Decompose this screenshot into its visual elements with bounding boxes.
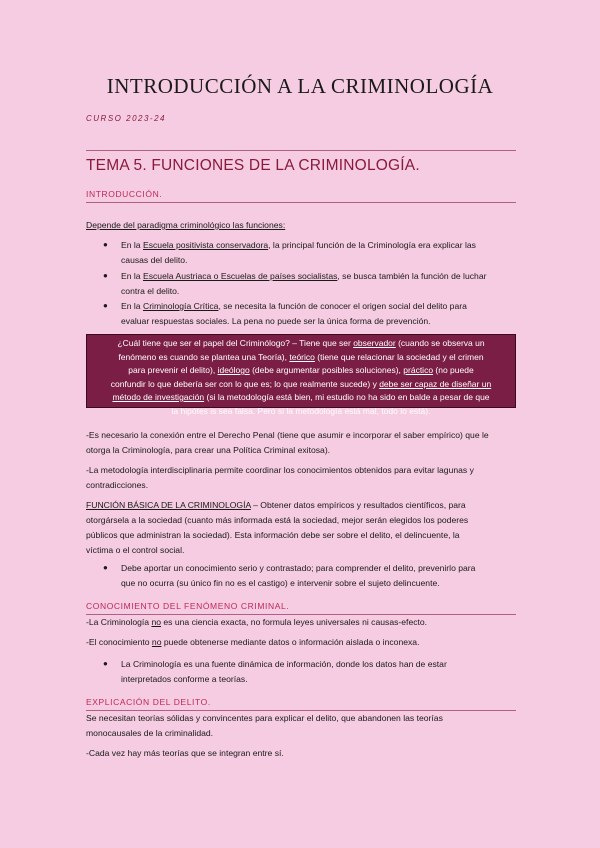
paragraph-line: otorga la Criminología, para crear una Política Criminal exitosa). <box>86 445 331 455</box>
bullet-text: contra el delito. <box>121 286 180 296</box>
intro-lead: Depende del paradigma criminológico las funciones: <box>86 220 286 230</box>
course-year: CURSO 2023-24 <box>86 114 166 123</box>
bullet-text: La Criminología es una fuente dinámica de información, donde los datos han de estar <box>121 659 447 669</box>
paragraph-line: monocausales de la criminalidad. <box>86 728 214 738</box>
box-line: la hipótes is sea falsa. Pero si la metodología está mal, todo lo está). <box>171 405 431 416</box>
box-line: ¿Cuál tiene que ser el papel del Criminólogo? – Tiene que ser observador (cuando se observa un <box>117 338 485 348</box>
paragraph-line: -Cada vez hay más teorías que se integran entre sí. <box>86 748 284 758</box>
box-line: confundir lo que debería ser con lo que es; lo que realmente sucede) y debe ser capaz de diseñar un <box>110 378 492 389</box>
box-line: para prevenir el delito), ideólogo (debe argumentar posibles soluciones), práctico (no puede <box>128 365 474 375</box>
paragraph-line: otorgársela a la sociedad (cuanto más informada está la sociedad, mejor serán elegidos los poderes <box>86 515 469 525</box>
paragraph-line: -La metodología interdisciplinaria permite coordinar los conocimientos obtenidos para evitar lagunas y <box>86 465 474 475</box>
paragraph-line: FUNCIÓN BÁSICA DE LA CRIMINOLOGÍA – Obtener datos empíricos y resultados científicos, para <box>86 500 466 510</box>
divider <box>86 202 516 203</box>
box-line: método de investigación (si la metodología está bien, mi estudio no ha sido en balde a pesar de que <box>112 392 490 402</box>
bullet-icon: ● <box>103 271 108 280</box>
bullet-icon: ● <box>103 563 108 572</box>
paragraph-line: Se necesitan teorías sólidas y convincentes para explicar el delito, que abandonen las teorías <box>86 713 443 723</box>
box-line: fenómeno es cuando se plantea una Teoría), teórico (tiene que relacionar la sociedad y el crimen <box>118 351 484 362</box>
paragraph-line: públicos que administran la sociedad). Esta información debe ser sobre el delito, el delincuente, la <box>86 530 460 540</box>
bullet-text: interpretados conforme a teorías. <box>121 674 248 684</box>
topic-heading: TEMA 5. FUNCIONES DE LA CRIMINOLOGÍA. <box>86 157 420 174</box>
bullet-text: causas del delito. <box>121 255 188 265</box>
divider <box>86 150 516 151</box>
document-title: INTRODUCCIÓN A LA CRIMINOLOGÍA <box>106 74 494 98</box>
bullet-icon: ● <box>103 659 108 668</box>
paragraph-line: víctima o el control social. <box>86 545 185 555</box>
bullet-text: En la Escuela Austriaca o Escuelas de países socialistas, se busca también la función de luchar <box>121 271 487 281</box>
paragraph-line: -El conocimiento no puede obtenerse mediante datos o información aislada o inconexa. <box>86 637 420 647</box>
section-heading-explicacion: EXPLICACIÓN DEL DELITO. <box>86 697 211 707</box>
bullet-text: En la Criminología Crítica, se necesita la función de conocer el origen social del delito para <box>121 301 467 311</box>
paragraph-line: contradicciones. <box>86 480 149 490</box>
bullet-icon: ● <box>103 240 108 249</box>
section-heading-conocimiento: CONOCIMIENTO DEL FENÓMENO CRIMINAL. <box>86 601 290 611</box>
paragraph-line: -Es necesario la conexión entre el Derecho Penal (tiene que asumir e incorporar el saber empírico) que le <box>86 430 489 440</box>
criminologist-role-box <box>86 334 516 416</box>
bullet-text: evaluar respuestas sociales. La pena no puede ser la única forma de prevención. <box>121 316 431 326</box>
paragraph-line: -La Criminología no es una ciencia exacta, no formula leyes universales ni causas-efecto. <box>86 617 428 627</box>
bullet-text: Debe aportar un conocimiento serio y contrastado; para comprender el delito, prevenirlo para <box>121 563 476 573</box>
section-heading-intro: INTRODUCCIÓN. <box>86 189 163 199</box>
bullet-icon: ● <box>103 301 108 310</box>
bullet-text: que no ocurra (su único fin no es el castigo) e intervenir sobre el sujeto delincuente. <box>121 578 440 588</box>
bullet-text: En la Escuela positivista conservadora, la principal función de la Criminología era explicar las <box>121 240 476 250</box>
